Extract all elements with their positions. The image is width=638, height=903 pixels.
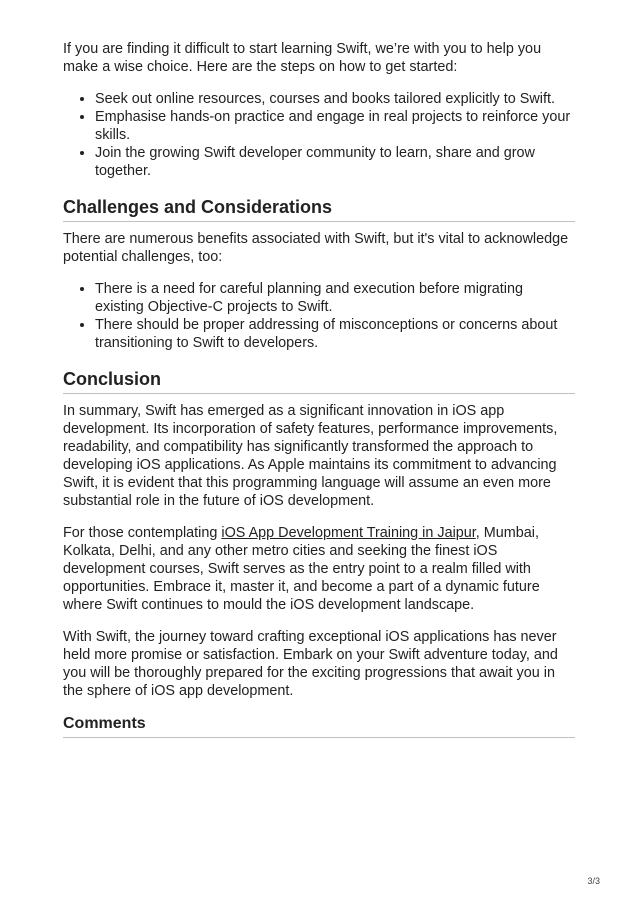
comments-heading: Comments [63,714,575,738]
challenges-paragraph: There are numerous benefits associated with Swift, but it's vital to acknowledge potential challenges, too: [63,231,569,265]
article-content [63,40,575,738]
list-item: • Join the growing Swift developer community to learn, share and grow together. [95,144,575,180]
conclusion-heading: Conclusion [63,368,575,394]
challenges-heading: Challenges and Considerations [63,196,575,222]
intro-paragraph: If you are finding it difficult to start learning Swift, we’re with you to help you make a wise choice. Here are the steps on how to get started: [63,41,542,75]
getting-started-list [63,90,575,180]
list-item: • Emphasise hands-on practice and engage in real projects to reinforce your skills. [95,108,575,144]
conclusion-paragraph-2 [63,524,575,614]
list-item: • There is a need for careful planning and execution before migrating existing Objective-C projects to Swift. [95,280,575,316]
ios-training-jaipur-link[interactable]: iOS App Development Training in Jaipur [221,525,476,541]
paragraph-text: For those contemplating [63,525,222,541]
paragraph-text: , Mumbai, Kolkata, Delhi, and any other metro cities and seeking the finest iOS development courses, Swift serves as the entry point to a realm filled with opportunities. Embrace it, master it, and become a part of a dynamic future where Swift continues to mould the iOS development landscape. [63,525,540,613]
challenges-list [63,280,575,352]
list-item: • There should be proper addressing of misconceptions or concerns about transitioning to Swift to developers. [95,316,575,352]
conclusion-paragraph-3: With Swift, the journey toward crafting exceptional iOS applications has never held more promise or satisfaction. Embark on your Swift adventure today, and you will be thoroughly prepared for the exciting progressions that await you in the sphere of iOS app development. [63,629,558,699]
list-item: • Seek out online resources, courses and books tailored explicitly to Swift. [95,90,575,108]
page-number: 3/3 [587,876,600,886]
conclusion-paragraph-1: In summary, Swift has emerged as a significant innovation in iOS app development. Its incorporation of safety features, performance improvements, readability, and compatibility has significantly transformed the approach to developing iOS applications. As Apple maintains its commitment to advancing Swift, it is evident that this programming language will assume an even more substantial role in the future of iOS development. [63,403,558,509]
